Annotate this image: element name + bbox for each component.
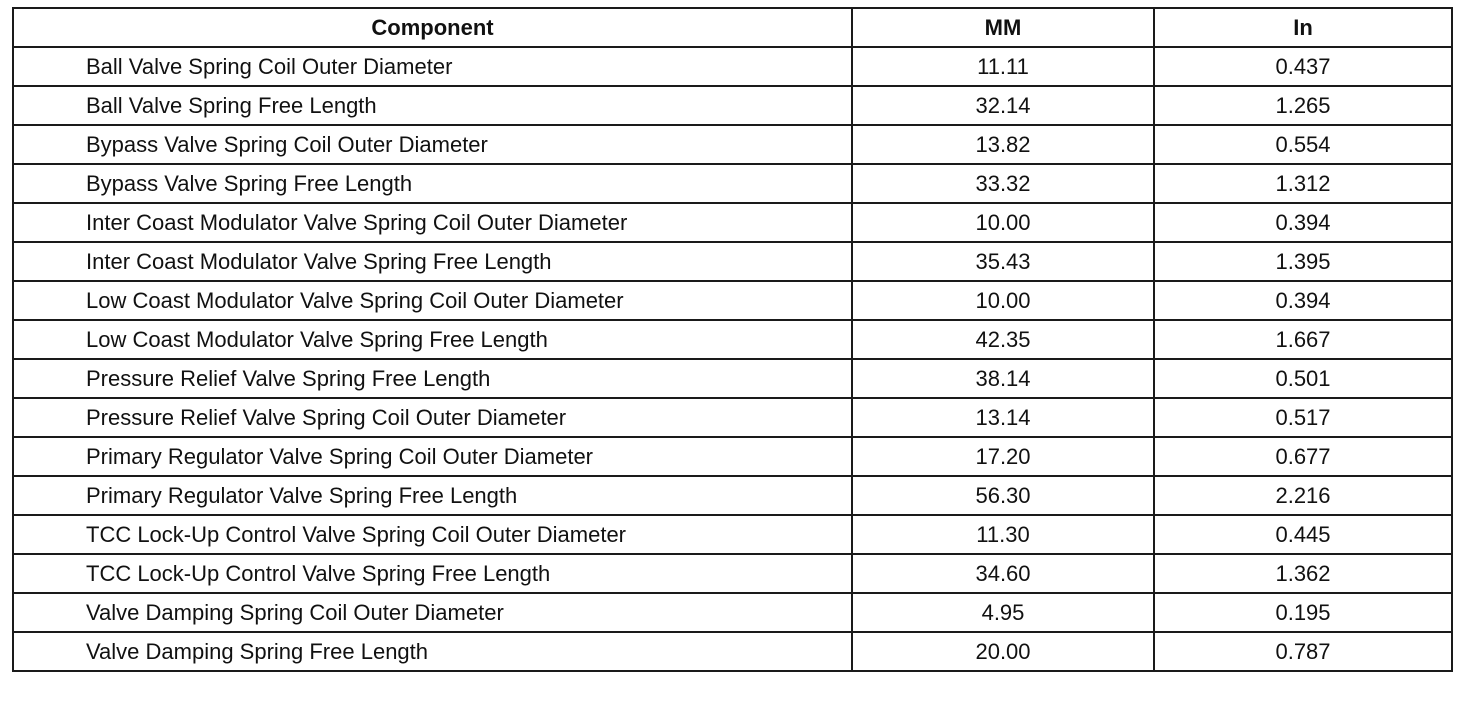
table-row [13, 242, 1452, 281]
table-row [13, 632, 1452, 671]
in-value-cell: 0.677 [1154, 437, 1452, 476]
table-row [13, 281, 1452, 320]
mm-value-cell: 17.20 [852, 437, 1154, 476]
component-cell: Bypass Valve Spring Coil Outer Diameter [13, 125, 852, 164]
in-value-cell: 0.394 [1154, 281, 1452, 320]
component-cell: Inter Coast Modulator Valve Spring Coil Outer Diameter [13, 203, 852, 242]
component-cell: Inter Coast Modulator Valve Spring Free Length [13, 242, 852, 281]
component-cell: Bypass Valve Spring Free Length [13, 164, 852, 203]
component-cell: Ball Valve Spring Coil Outer Diameter [13, 47, 852, 86]
table-row [13, 398, 1452, 437]
header-row [13, 8, 1452, 47]
table-header [13, 8, 1452, 47]
mm-value-cell: 35.43 [852, 242, 1154, 281]
column-header-component: Component [13, 8, 852, 47]
table-row [13, 47, 1452, 86]
in-value-cell: 1.312 [1154, 164, 1452, 203]
component-cell: TCC Lock-Up Control Valve Spring Coil Outer Diameter [13, 515, 852, 554]
in-value-cell: 0.517 [1154, 398, 1452, 437]
in-value-cell: 0.501 [1154, 359, 1452, 398]
table-row [13, 320, 1452, 359]
table-row [13, 593, 1452, 632]
mm-value-cell: 38.14 [852, 359, 1154, 398]
component-cell: Low Coast Modulator Valve Spring Coil Outer Diameter [13, 281, 852, 320]
mm-value-cell: 10.00 [852, 203, 1154, 242]
in-value-cell: 1.362 [1154, 554, 1452, 593]
in-value-cell: 0.195 [1154, 593, 1452, 632]
in-value-cell: 0.445 [1154, 515, 1452, 554]
component-cell: Valve Damping Spring Coil Outer Diameter [13, 593, 852, 632]
component-cell: Low Coast Modulator Valve Spring Free Length [13, 320, 852, 359]
table-row [13, 437, 1452, 476]
mm-value-cell: 33.32 [852, 164, 1154, 203]
in-value-cell: 0.554 [1154, 125, 1452, 164]
table-row [13, 86, 1452, 125]
table-row [13, 125, 1452, 164]
mm-value-cell: 11.11 [852, 47, 1154, 86]
component-cell: Pressure Relief Valve Spring Coil Outer Diameter [13, 398, 852, 437]
in-value-cell: 2.216 [1154, 476, 1452, 515]
mm-value-cell: 34.60 [852, 554, 1154, 593]
component-cell: TCC Lock-Up Control Valve Spring Free Length [13, 554, 852, 593]
component-cell: Primary Regulator Valve Spring Coil Outer Diameter [13, 437, 852, 476]
spring-spec-table [12, 7, 1453, 672]
mm-value-cell: 20.00 [852, 632, 1154, 671]
in-value-cell: 1.265 [1154, 86, 1452, 125]
column-header-mm: MM [852, 8, 1154, 47]
table-row [13, 515, 1452, 554]
in-value-cell: 1.667 [1154, 320, 1452, 359]
component-cell: Primary Regulator Valve Spring Free Length [13, 476, 852, 515]
table-body [13, 47, 1452, 671]
column-header-in: In [1154, 8, 1452, 47]
table-row [13, 359, 1452, 398]
table-row [13, 476, 1452, 515]
mm-value-cell: 56.30 [852, 476, 1154, 515]
in-value-cell: 0.394 [1154, 203, 1452, 242]
mm-value-cell: 13.14 [852, 398, 1154, 437]
component-cell: Pressure Relief Valve Spring Free Length [13, 359, 852, 398]
mm-value-cell: 11.30 [852, 515, 1154, 554]
in-value-cell: 0.787 [1154, 632, 1452, 671]
mm-value-cell: 4.95 [852, 593, 1154, 632]
in-value-cell: 1.395 [1154, 242, 1452, 281]
table-row [13, 164, 1452, 203]
mm-value-cell: 13.82 [852, 125, 1154, 164]
mm-value-cell: 42.35 [852, 320, 1154, 359]
component-cell: Valve Damping Spring Free Length [13, 632, 852, 671]
in-value-cell: 0.437 [1154, 47, 1452, 86]
table-row [13, 554, 1452, 593]
mm-value-cell: 10.00 [852, 281, 1154, 320]
table-row [13, 203, 1452, 242]
component-cell: Ball Valve Spring Free Length [13, 86, 852, 125]
mm-value-cell: 32.14 [852, 86, 1154, 125]
